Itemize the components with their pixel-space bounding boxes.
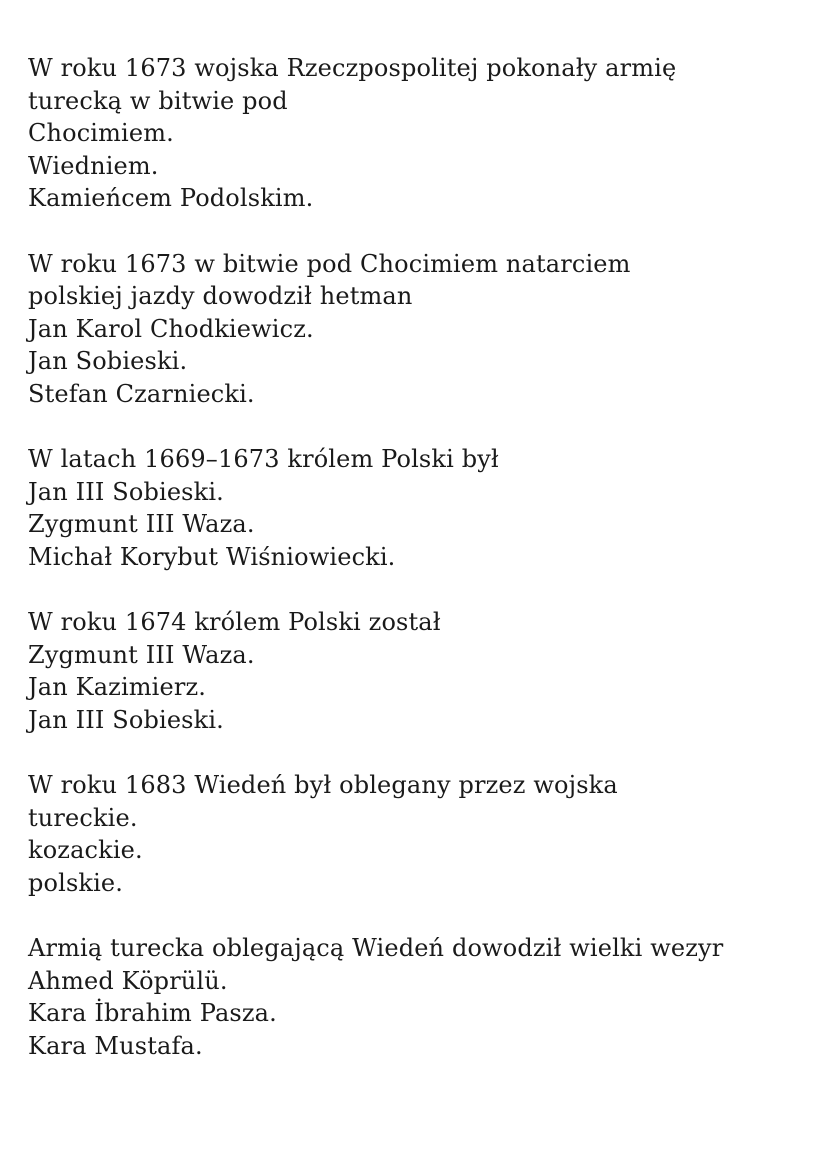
question-5 (28, 769, 818, 899)
question-3 (28, 443, 818, 573)
answer-option: kozackie. (28, 836, 143, 865)
answer-option: Zygmunt III Waza. (28, 640, 255, 669)
answer-option: Jan Kazimierz. (28, 673, 207, 702)
question-6 (28, 932, 818, 1062)
answer-option: Jan III Sobieski. (28, 477, 224, 506)
question-text: W roku 1683 Wiedeń był oblegany przez wojska (28, 771, 618, 800)
quiz-document (28, 52, 818, 1095)
question-text: W roku 1674 królem Polski został (28, 608, 441, 637)
question-text: W roku 1673 w bitwie pod Chocimiem natarciem polskiej jazdy dowodził hetman (28, 249, 631, 311)
question-text: W latach 1669–1673 królem Polski był (28, 445, 499, 474)
answer-option: Stefan Czarniecki. (28, 379, 255, 408)
answer-option: Michał Korybut Wiśniowiecki. (28, 542, 396, 571)
answer-option: tureckie. (28, 803, 138, 832)
answer-option: Kamieńcem Podolskim. (28, 184, 314, 213)
answer-option: polskie. (28, 868, 124, 897)
answer-option: Zygmunt III Waza. (28, 510, 255, 539)
answer-option: Kara İbrahim Pasza. (28, 999, 277, 1028)
answer-option: Jan Karol Chodkiewicz. (28, 314, 314, 343)
question-1 (28, 52, 818, 215)
answer-option: Kara Mustafa. (28, 1031, 203, 1060)
answer-option: Jan Sobieski. (28, 347, 188, 376)
answer-option: Wiedniem. (28, 151, 159, 180)
answer-option: Jan III Sobieski. (28, 705, 224, 734)
question-4 (28, 606, 818, 736)
question-text: Armią turecka oblegającą Wiedeń dowodził wielki wezyr (28, 934, 724, 963)
answer-option: Chocimiem. (28, 119, 174, 148)
answer-option: Ahmed Köprülü. (28, 966, 228, 995)
question-2 (28, 248, 818, 411)
question-text: W roku 1673 wojska Rzeczpospolitej pokonały armię turecką w bitwie pod (28, 54, 677, 115)
